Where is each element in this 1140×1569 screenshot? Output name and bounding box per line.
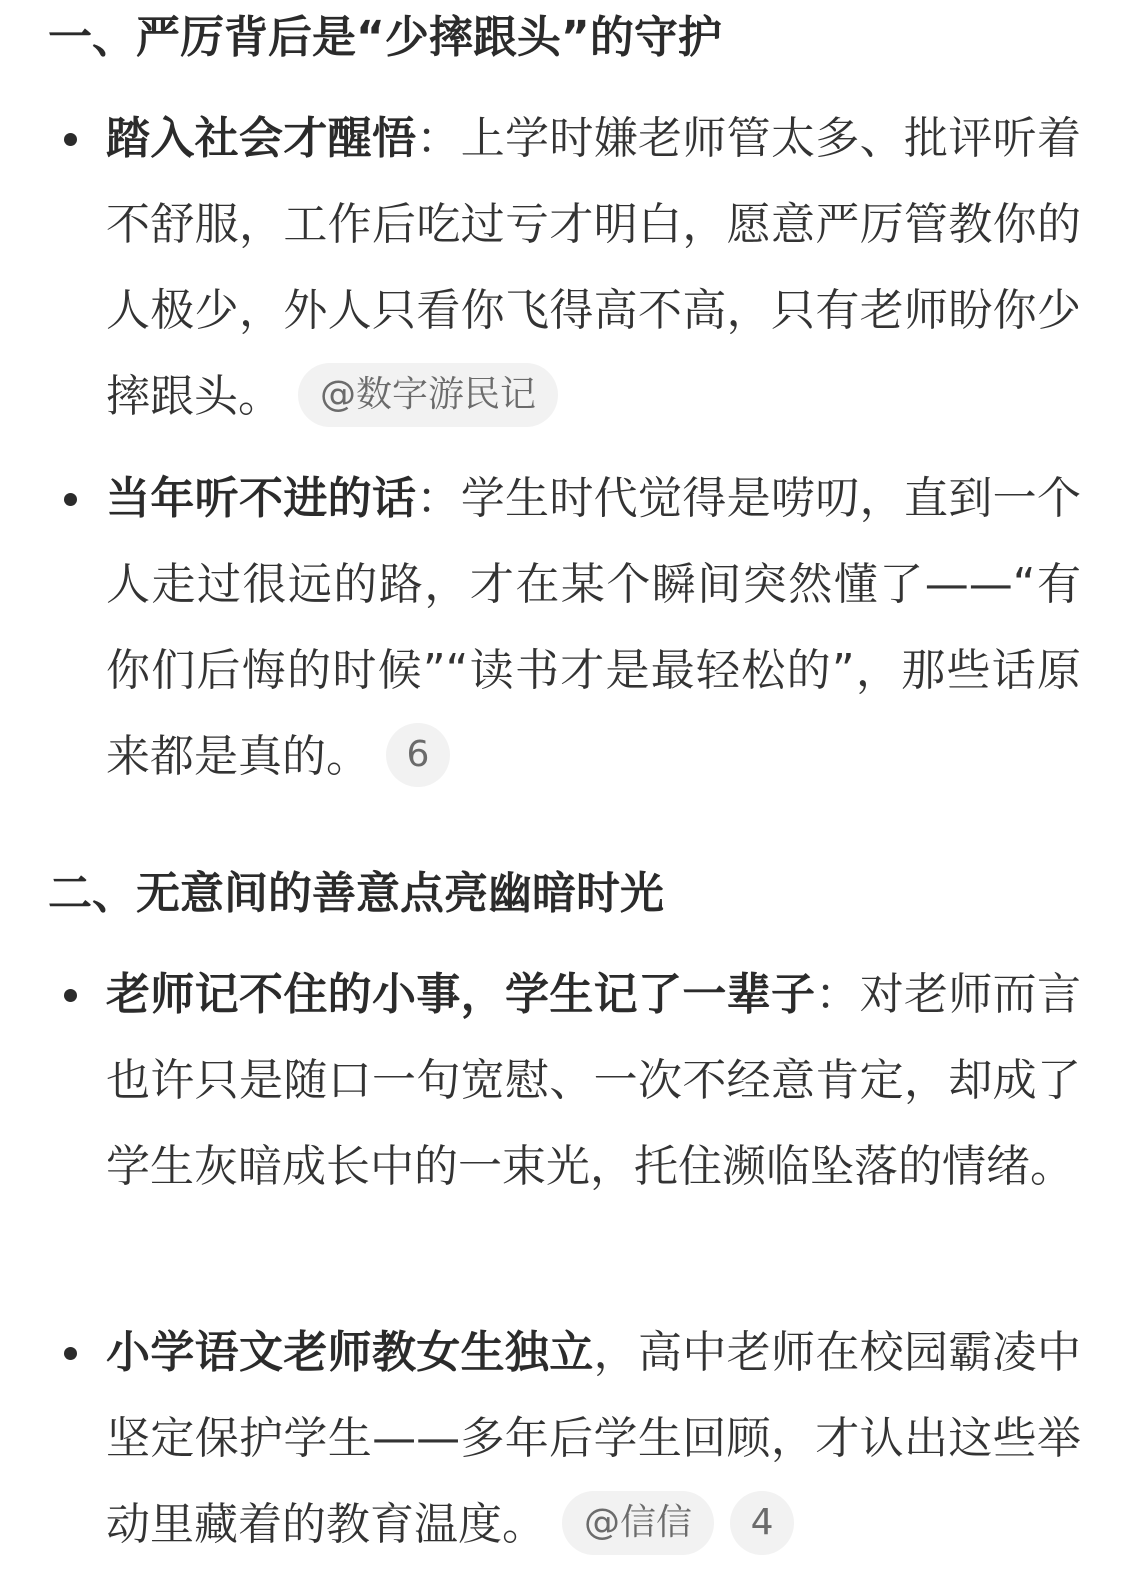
bullet-icon xyxy=(64,133,77,146)
reference-count-chip[interactable]: 4 xyxy=(730,1491,794,1555)
bullet-icon xyxy=(64,1347,77,1360)
item-heading: 当年听不进的话 xyxy=(106,473,417,524)
item-heading: 老师记不住的小事，学生记了一辈子 xyxy=(106,969,816,1020)
item-separator: ： xyxy=(416,113,461,164)
reference-count-chip[interactable]: 6 xyxy=(386,723,450,787)
section-title: 二、无意间的善意点亮幽暗时光 xyxy=(48,868,664,919)
list-item xyxy=(106,1310,1081,1568)
item-heading: 踏入社会才醒悟 xyxy=(106,113,417,164)
section-title: 一、严厉背后是“少摔跟头”的守护 xyxy=(48,12,722,63)
list-item xyxy=(106,456,1081,800)
item-separator: ， xyxy=(593,1327,639,1378)
list-item xyxy=(106,96,1081,440)
item-text: 高中老师在校园霸凌中坚定保护学生——多年后学生回顾，才认出这些举动里藏着的教育温度。 xyxy=(106,1327,1082,1550)
bullet-icon xyxy=(64,989,77,1002)
item-heading: 小学语文老师教女生独立 xyxy=(106,1327,594,1378)
item-separator: ： xyxy=(416,473,461,524)
bullet-icon xyxy=(64,493,77,506)
item-text: 对老师而言也许只是随口一句宽慰、一次不经意肯定，却成了学生灰暗成长中的一束光，托住濒临坠落的情绪。 xyxy=(106,969,1082,1192)
item-text: 上学时嫌老师管太多、批评听着不舒服，工作后吃过亏才明白，愿意严厉管教你的人极少，外人只看你飞得高不高，只有老师盼你少摔跟头。 xyxy=(106,113,1082,422)
item-text: 学生时代觉得是唠叨，直到一个人走过很远的路，才在某个瞬间突然懂了——“有你们后悔的时候”“读书才是最轻松的”，那些话原来都是真的。 xyxy=(106,473,1082,782)
source-citation-chip[interactable]: @信信 xyxy=(562,1491,714,1555)
list-item xyxy=(106,952,1081,1210)
source-citation-chip[interactable]: @数字游民记 xyxy=(298,363,558,427)
item-separator: ： xyxy=(815,969,860,1020)
